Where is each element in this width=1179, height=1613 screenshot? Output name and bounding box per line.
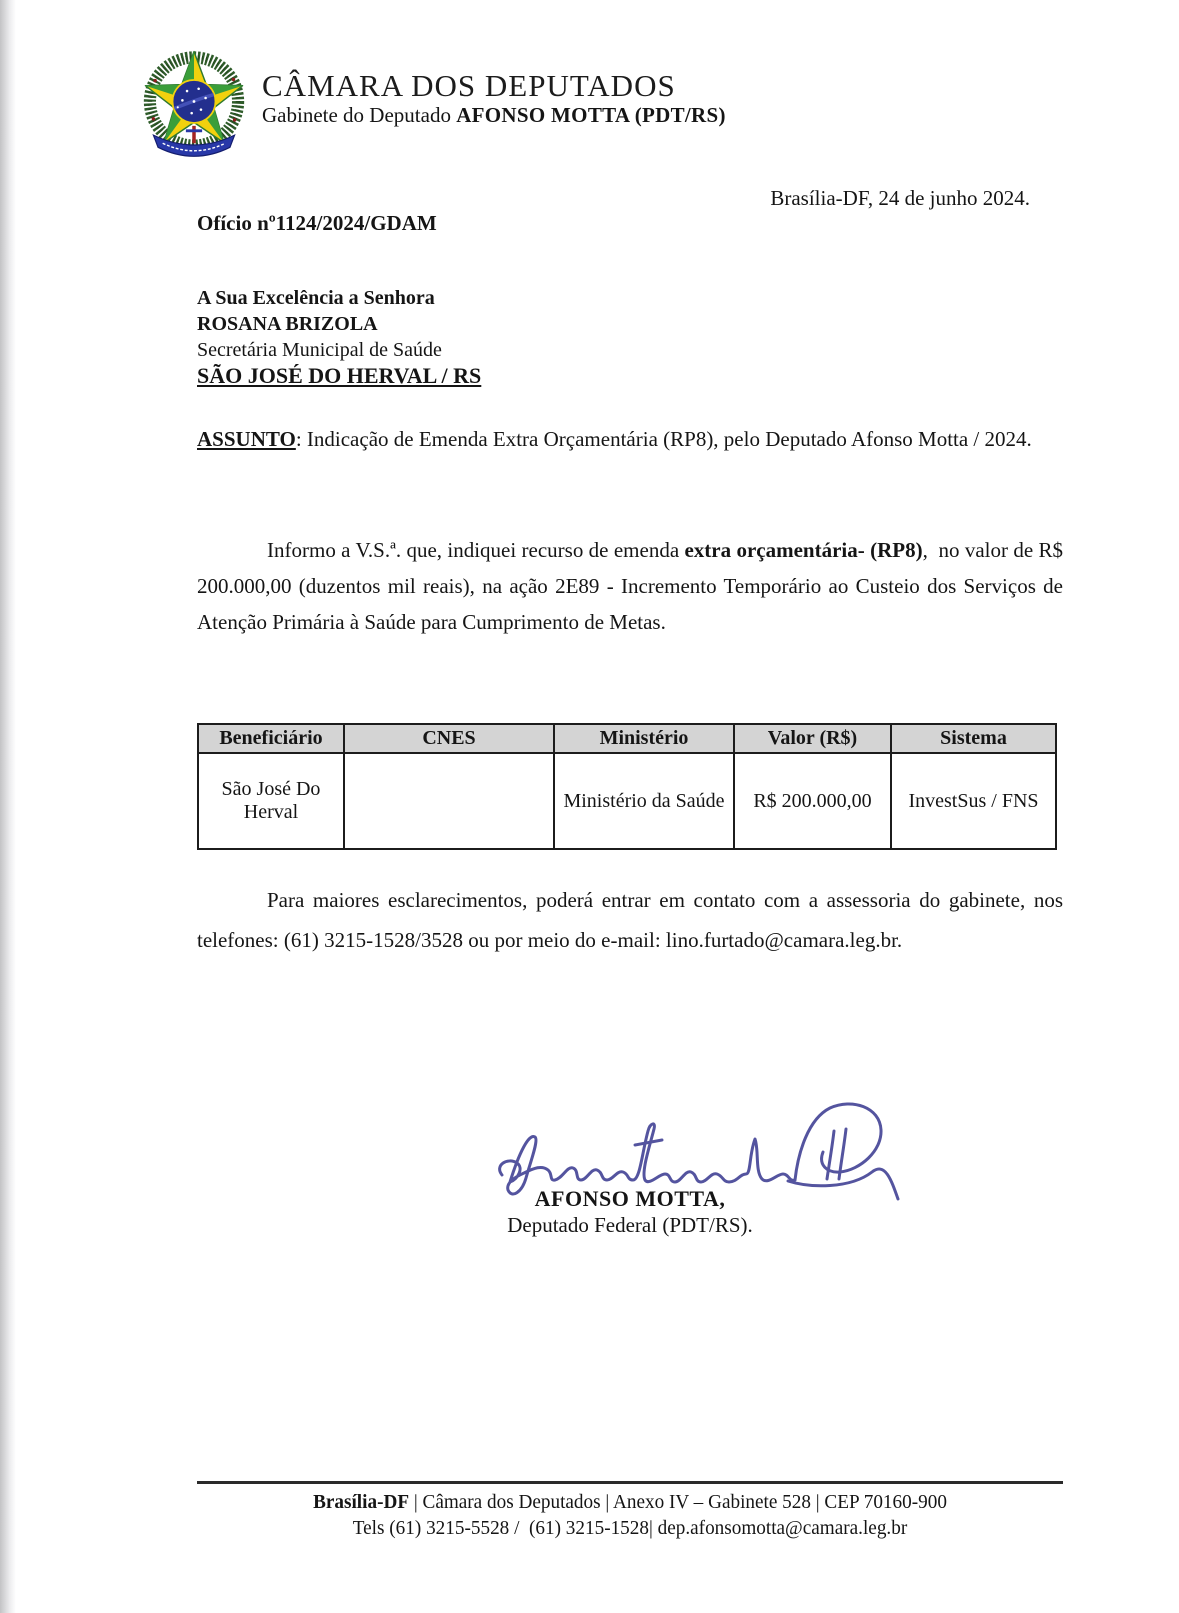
cell-beneficiario: São José Do Herval <box>198 753 344 849</box>
office-prefix: Gabinete do Deputado <box>262 103 457 127</box>
footer-address <box>214 1489 1045 1515</box>
table-header-row <box>198 724 1056 753</box>
addressee-name: ROSANA BRIZOLA <box>197 313 378 335</box>
body-text-bold: extra orçamentária- (RP8) <box>684 538 923 562</box>
col-cnes: CNES <box>344 724 554 753</box>
deputy-name: AFONSO MOTTA (PDT/RS) <box>456 103 726 127</box>
cell-valor: R$ 200.000,00 <box>734 753 891 849</box>
subject-label: ASSUNTO <box>197 427 296 451</box>
cell-cnes <box>344 753 554 849</box>
addressee-city: SÃO JOSÉ DO HERVAL / RS <box>197 363 482 388</box>
signer-name: AFONSO MOTTA, <box>534 1186 726 1211</box>
body-text-start: Informo a V.S.ª. que, indiquei recurso de emenda <box>267 538 685 562</box>
col-ministerio: Ministério <box>554 724 734 753</box>
footer <box>197 1481 1063 1541</box>
brazil-coat-of-arms-icon <box>136 44 252 170</box>
table-row <box>198 753 1056 849</box>
subject-line <box>197 427 1062 452</box>
date-line: Brasília-DF, 24 de junho 2024. <box>770 186 1030 210</box>
cell-ministerio: Ministério da Saúde <box>554 753 734 849</box>
addressee-role: Secretária Municipal de Saúde <box>197 339 442 361</box>
footer-address-rest: | Câmara dos Deputados | Anexo IV – Gabinete 528 | CEP 70160-900 <box>409 1491 947 1513</box>
addressee-salutation: A Sua Excelência a Senhora <box>197 287 435 309</box>
beneficiary-table <box>197 723 1057 850</box>
col-beneficiario: Beneficiário <box>198 724 344 753</box>
subject-text: : Indicação de Emenda Extra Orçamentária (RP8), pelo Deputado Afonso Motta / 2024. <box>295 427 1032 451</box>
cell-sistema: InvestSus / FNS <box>891 753 1056 849</box>
contact-paragraph: Para maiores esclarecimentos, poderá entrar em contato com a assessoria do gabinete, nos telefones: (61) 3215-1528/3528 ou por meio do e-mail: lino.furtado@camara.leg.br. <box>197 888 1063 952</box>
org-title: CÂMARA DOS DEPUTADOS <box>262 68 676 103</box>
col-sistema: Sistema <box>891 724 1056 753</box>
body-paragraph <box>197 532 1063 640</box>
scan-edge-artifact <box>0 0 16 1613</box>
footer-divider <box>197 1481 1063 1484</box>
addressee-block <box>197 285 481 389</box>
body-text-end: , no valor de R$ 200.000,00 (duzentos mil reais), na ação 2E89 - Incremento Temporário ao Custeio dos Serviços de Atenção Primária à Saúde para Cumprimento de Metas. <box>197 538 1063 634</box>
org-subtitle <box>262 103 726 128</box>
oficio-number: Ofício nº1124/2024/GDAM <box>197 211 437 235</box>
signer-role: Deputado Federal (PDT/RS). <box>507 1213 753 1237</box>
footer-city: Brasília-DF <box>313 1491 410 1513</box>
col-valor: Valor (R$) <box>734 724 891 753</box>
footer-contacts: Tels (61) 3215-5528 / (61) 3215-1528| dep.afonsomotta@camara.leg.br <box>352 1517 908 1539</box>
